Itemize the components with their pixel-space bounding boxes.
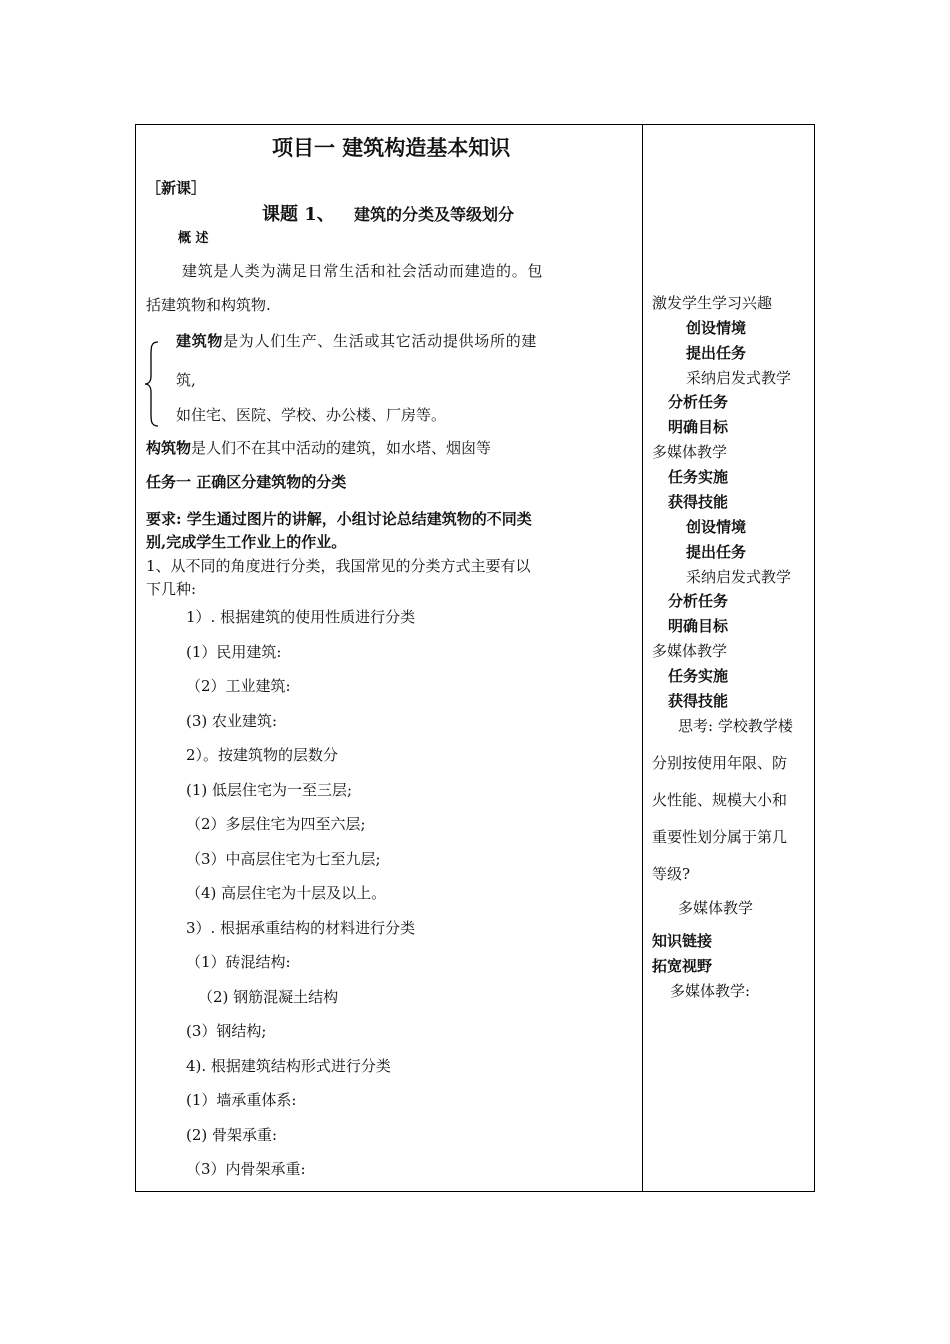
structure-definition: [146, 438, 491, 458]
building-definition: [176, 331, 537, 351]
note: 重要性划分属于第几: [652, 828, 788, 846]
intro-line-2: 括建筑物和构筑物.: [146, 296, 271, 314]
list-item: （1）砖混结构:: [186, 953, 291, 971]
note: 获得技能: [668, 692, 729, 710]
note: 分别按使用年限、防: [652, 754, 788, 772]
list-item: (1) 低层住宅为一至三层;: [186, 781, 353, 799]
note: 多媒体教学: [678, 899, 754, 917]
note: 多媒体教学: [652, 443, 728, 461]
overview-heading: 概 述: [178, 231, 209, 246]
list-item: 4). 根据建筑结构形式进行分类: [186, 1057, 391, 1075]
building-def-cont: 筑,: [176, 371, 196, 389]
note: 获得技能: [668, 493, 729, 511]
doc-title: 项目一 建筑构造基本知识: [272, 135, 511, 160]
lesson-title-prefix: 课题 1、: [262, 204, 335, 225]
list-item: (1）民用建筑:: [186, 643, 282, 661]
note: 思考: 学校教学楼: [678, 717, 793, 735]
note: 多媒体教学: [652, 642, 728, 660]
list-item: (2) 骨架承重:: [186, 1126, 278, 1144]
note: 创设情境: [686, 319, 747, 337]
list-item: (3) 农业建筑:: [186, 712, 278, 730]
list-item: （2) 钢筋混凝土结构: [198, 988, 339, 1006]
building-def-text: 是为人们生产、生活或其它活动提供场所的建: [223, 332, 538, 350]
point-1-line-a: 1、从不同的角度进行分类，我国常见的分类方式主要有以: [146, 557, 531, 575]
note: 火性能、规模大小和: [652, 791, 788, 809]
note: 等级?: [652, 865, 691, 883]
note: 提出任务: [686, 543, 747, 561]
intro-line-1: 建筑是人类为满足日常生活和社会活动而建造的。包: [182, 262, 544, 280]
note: 明确目标: [668, 617, 729, 635]
list-item: 2）。按建筑物的层数分: [186, 746, 339, 764]
note: 任务实施: [668, 468, 729, 486]
note: 多媒体教学:: [670, 982, 751, 1000]
note: 提出任务: [686, 344, 747, 362]
list-item: （2）工业建筑:: [186, 677, 291, 695]
note: 激发学生学习兴趣: [652, 294, 773, 312]
note: 分析任务: [668, 592, 729, 610]
lesson-title: 建筑的分类及等级划分: [354, 205, 515, 224]
list-item: (3）钢结构;: [186, 1022, 267, 1040]
column-divider: [642, 125, 643, 1191]
note: 知识链接: [652, 932, 713, 950]
list-item: 1）. 根据建筑的使用性质进行分类: [186, 608, 416, 626]
structure-term: 构筑物: [146, 439, 192, 457]
note: 采纳启发式教学: [686, 568, 792, 586]
point-1-line-b: 下几种:: [146, 580, 197, 598]
lesson-table: [135, 124, 815, 1192]
note: 明确目标: [668, 418, 729, 436]
task-heading: 任务一 正确区分建筑物的分类: [146, 473, 347, 491]
list-item: （2）多层住宅为四至六层;: [186, 815, 366, 833]
note: 拓宽视野: [652, 957, 713, 975]
note: 采纳启发式教学: [686, 369, 792, 387]
building-examples: 如住宅、医院、学校、办公楼、厂房等。: [176, 406, 447, 424]
new-lesson-label: ［新课］: [146, 179, 207, 197]
note: 分析任务: [668, 393, 729, 411]
left-brace: [144, 340, 164, 428]
structure-def-text: 是人们不在其中活动的建筑，如水塔、烟囱等: [191, 439, 492, 457]
note: 任务实施: [668, 667, 729, 685]
list-item: （4) 高层住宅为十层及以上。: [186, 884, 387, 902]
requirement-line-2: 别,完成学生工作业上的作业。: [146, 533, 347, 551]
building-term: 建筑物: [176, 332, 224, 350]
list-item: （3）内骨架承重:: [186, 1160, 306, 1178]
list-item: (1）墙承重体系:: [186, 1091, 297, 1109]
note: 创设情境: [686, 518, 747, 536]
list-item: 3）. 根据承重结构的材料进行分类: [186, 919, 416, 937]
requirement-line-1: 要求: 学生通过图片的讲解，小组讨论总结建筑物的不同类: [146, 510, 532, 528]
list-item: （3）中高层住宅为七至九层;: [186, 850, 381, 868]
